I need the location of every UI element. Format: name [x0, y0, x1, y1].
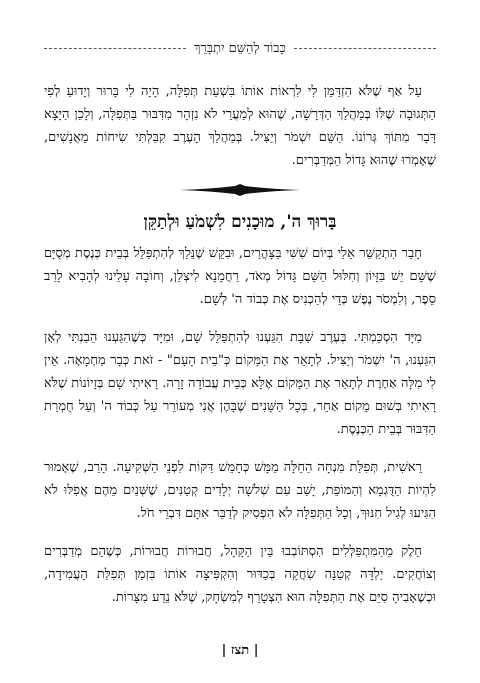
body-paragraph: חֵלֶק מֵהַמִּתְפַּלְּלִים הִסְתּוֹבְבוּ בֵּין הַקָּהָל, חֲבוּרוֹת חֲבוּרוֹת, כְּשֶׁהֵם מְדַבְּרִים וְצוֹחֲקִים. יַלְדָּה קְטַנָּה שִׂחֲקָה בְּכַדּוּר וְהִקְפִּיצָה אוֹתוֹ בִּזְמַן תְּפִלַּת הָעֲמִידָה, וּכְשֶׁאָבִיהָ סִיֵּם אֶת הַתְּפִלָּה הוּא הִצְטָרֵף לְמִשְׂחָק, שֶׁלֹּא נֵדַע מִצָּרוֹת.	[44, 544, 436, 605]
intro-paragraph: עַל אַף שֶׁלֹּא הִזְדַּמֵּן לִי לִרְאוֹת אוֹתוֹ בִּשְׁעַת תְּפִלָּה, הָיָה לִי בָּרוּר וְיָדוּעַ לְפִי הַתְּגוּבָה שֶׁלּוֹ בְּמַהֲלַךְ הַדְּרָשָׁה, שֶׁהוּא לְמַעֲרֵי לֹא נִזְהָר מִדִּבּוּר בַּתְּפִלָּה, וְלָכֵן הַיָּצָא דָּבָר מִתּוֹךְ גְּרוֹנוֹ. הַשֵּׁם יִשְׁמֹר וְיַצִּיל. בְּמַהֲלַךְ הָעֶרֶב קִבַּלְתִּי שִׂיחוֹת מֵאֲנָשִׁים, שֶׁאָמְרוּ שֶׁהוּא גָּדוֹל הַמְּדַבְּרִים.	[44, 84, 436, 168]
running-head-title: כָּבוֹד לְהַשֵּׁם יִתְבָּרֵךְ	[194, 41, 286, 56]
header-rule-right	[294, 48, 436, 49]
section-title: בָּרוּךְ ה', מוּכָנִים לִשְׁמֹעַ וּלְתַקֵּן	[143, 212, 337, 232]
body-paragraph: מִיָּד הִסְכַּמְתִּי. בְּעֶרֶב שַׁבָּת הִגַּעְנוּ לְהִתְפַּלֵּל שָׁם, וּמִיָּד כְּשֶׁהִגַּעְנוּ הֵבַנְתִּי לְאָן הִגַּעְנוּ, ה' יִשְׁמֹר וְיַצִּיל. לְתָאֵר אֶת הַמָּקוֹם כְּ"בֵית הָעָם" - זֹאת כְּבָר מַחְמָאָה. אֵין לִי מִלָּה אַחֶרֶת לְתָאֵר אֶת הַמָּקוֹם אֶלָּא כְּבֵית עֲבוֹדָה זָרָה. רָאִיתִי שָׁם בְּזָיוֹנוֹת שֶׁלֹּא רָאִיתִי בְּשׁוּם מָקוֹם אַחֵר, בְּכָל הַשָּׁנִים שֶׁבָּהֶן אֲנִי מְעוֹרֵר עַל כְּבוֹד ה' וְעַל חֻמְרַת הַדִּבּוּר בְּבֵית הַכְּנֶסֶת.	[44, 330, 436, 437]
running-head	[44, 40, 436, 56]
header-rule-left	[44, 48, 186, 49]
section-divider-ornament	[44, 184, 436, 196]
body-paragraph: רֵאשִׁית, תְּפִלַּת מִנְחָה הַחֵלָּה מַמָּשׁ כְּחָמֵשׁ דַּקּוֹת לִפְנֵי הַשְּׁקִיעָה. הָרַב, שֶׁאָמוּר לִהְיוֹת הַדֻּגְמָא וְהַמּוֹפֵת, יָשַׁב עִם שְׁלֹשָׁה יְלָדִים קְטַנִּים, שֶׁשְּׁנַיִם מֵהֶם אֲפִלּוּ לֹא הִגִּיעוּ לְגִיל חִנּוּךְ, וְכָל הַתְּפִלָּה לֹא הִפְסִיק לְדַבֵּר אִתָּם דִּבְרֵי חֹל.	[44, 460, 436, 521]
page-body	[44, 80, 436, 609]
ornament-icon	[180, 184, 300, 196]
page-number: | תצז |	[221, 643, 259, 658]
body-paragraph: חָבֵר הִתְקַשֵּׁר אֵלַי בְּיוֹם שִׁשִּׁי בַּצָּהֳרַיִם, וּבִקֵּשׁ שֶׁנֵּלֵךְ לְהִתְפַּלֵּל בְּבֵית כְּנֶסֶת מְסֻיָּם שֶׁשָּׁם יֵשׁ בִּזָּיוֹן וְחִלּוּל הַשֵּׁם גָּדוֹל מְאֹד, רַחֲמָנָא לִיצְלַן, וְחוֹבָה עָלֵינוּ לְהָבִיא לָרַב סֵפֶר, וְלִמְסֹר נֶפֶשׁ כְּדֵי לְהַכְנִיס אֶת כְּבוֹד ה' לְשָׁם.	[44, 246, 436, 307]
